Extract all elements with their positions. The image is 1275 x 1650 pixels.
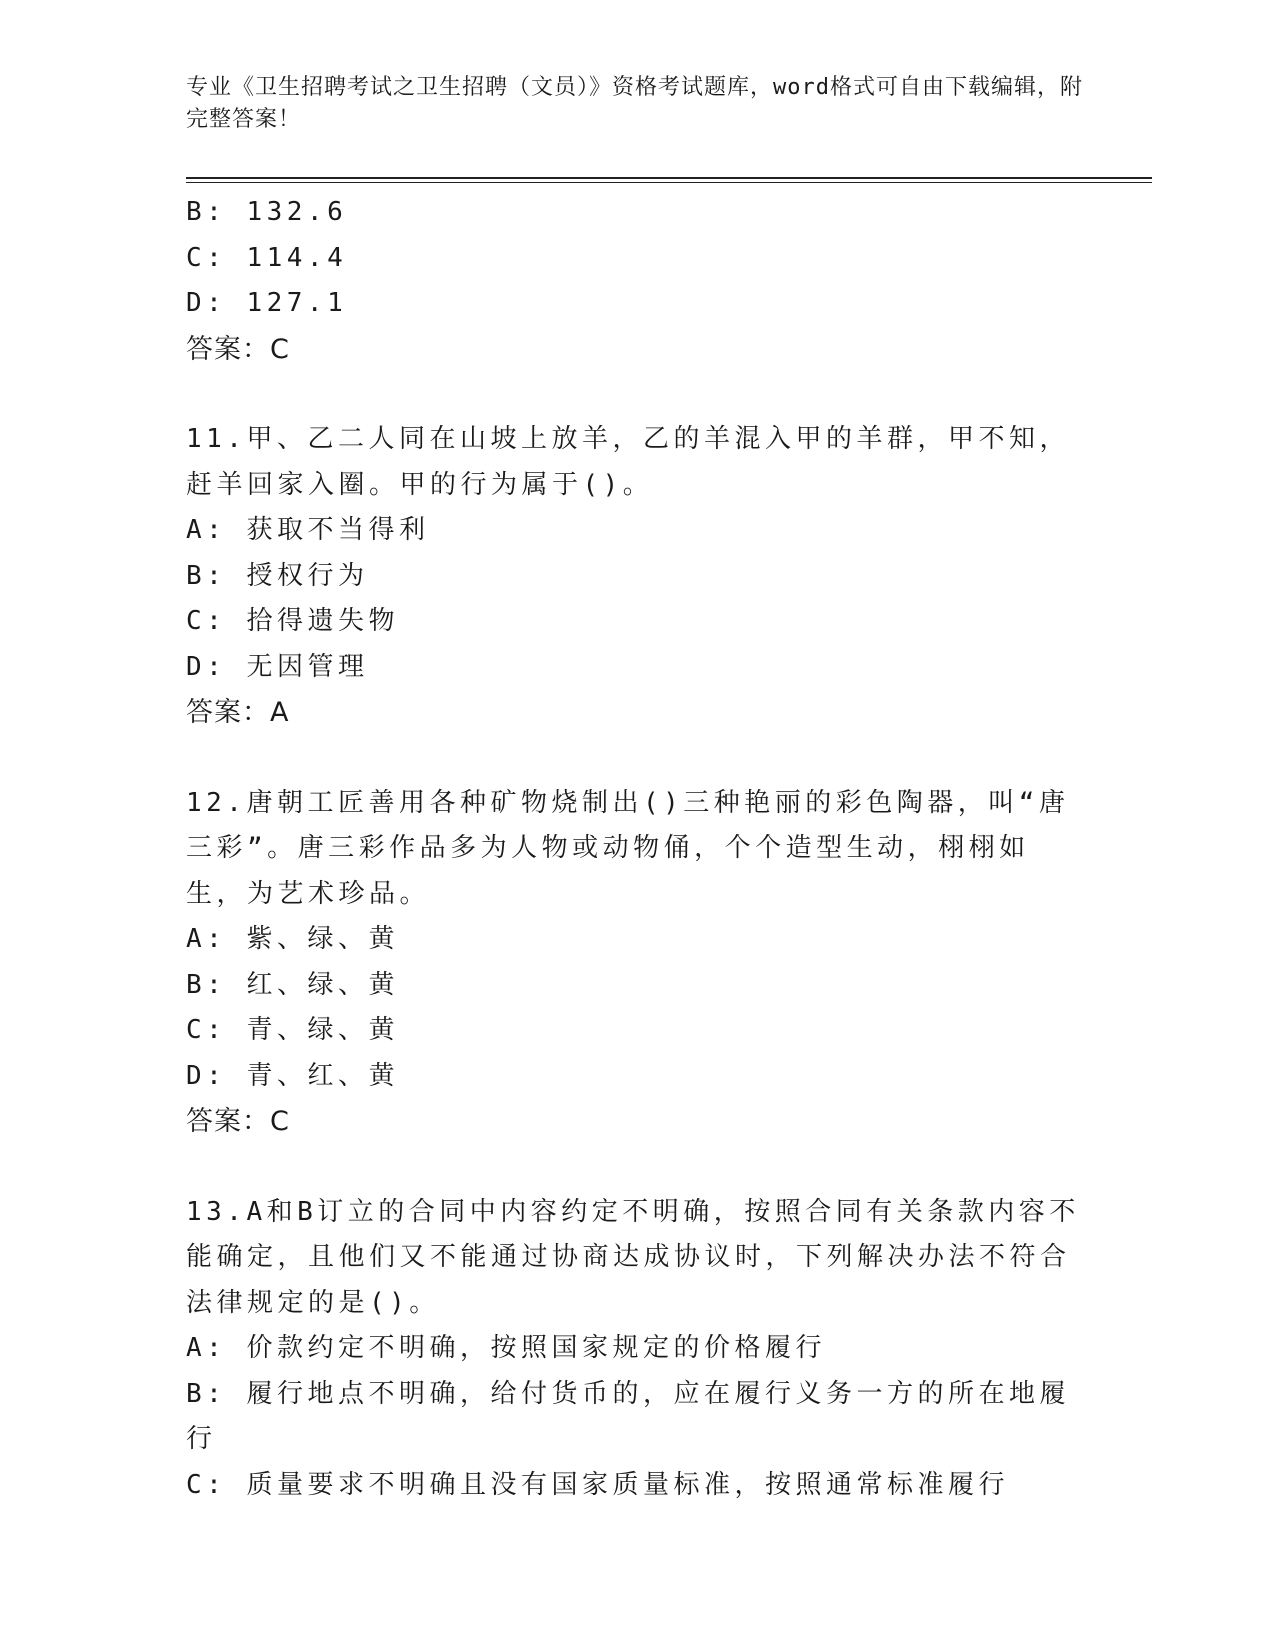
option-b: B: 红、绿、黄 [186, 969, 399, 1000]
question-content [186, 190, 1086, 1508]
option-a: A: 紫、绿、黄 [186, 924, 399, 954]
header-rule-thin [186, 182, 1152, 183]
spacer [186, 1145, 1086, 1190]
question-11 [186, 417, 1086, 736]
option-c: C: 114.4 [186, 242, 348, 273]
answer-label: 答案：C [186, 1106, 290, 1137]
question-text: 12.唐朝工匠善用各种矿物烧制出()三种艳丽的彩色陶器，叫“唐三彩”。唐三彩作品多为人物或动物俑，个个造型生动，栩栩如生，为艺术珍品。 [186, 787, 1070, 909]
option-a: A: 价款约定不明确，按照国家规定的价格履行 [186, 1333, 826, 1363]
question-13 [186, 1190, 1086, 1509]
option-b: B: 132.6 [186, 197, 348, 227]
spacer [186, 736, 1086, 781]
header-rule-thick [186, 177, 1152, 179]
option-c: C: 拾得遗失物 [186, 606, 399, 636]
option-c: C: 青、绿、黄 [186, 1015, 399, 1045]
option-b: B: 授权行为 [186, 560, 369, 591]
prev-question-block [186, 190, 1086, 372]
answer-label: 答案：A [186, 697, 290, 728]
option-d: D: 无因管理 [186, 651, 369, 682]
spacer [186, 372, 1086, 417]
option-a: A: 获取不当得利 [186, 515, 430, 545]
page-header: 专业《卫生招聘考试之卫生招聘（文员）》资格考试题库，word格式可自由下载编辑，附完整答案！ [186, 75, 1083, 132]
question-text: 13.A和B订立的合同中内容约定不明确，按照合同有关条款内容不能确定，且他们又不能通过协商达成协议时，下列解决办法不符合法律规定的是()。 [186, 1196, 1080, 1318]
option-c: C: 质量要求不明确且没有国家质量标准，按照通常标准履行 [186, 1469, 1009, 1500]
option-b: B: 履行地点不明确，给付货币的，应在履行义务一方的所在地履行 [186, 1378, 1070, 1454]
question-12 [186, 781, 1086, 1145]
answer-label: 答案：C [186, 333, 290, 365]
option-d: D: 127.1 [186, 288, 348, 318]
question-text: 11.甲、乙二人同在山坡上放羊，乙的羊混入甲的羊群，甲不知，赶羊回家入圈。甲的行为属于()。 [186, 424, 1070, 500]
option-d: D: 青、红、黄 [186, 1060, 399, 1091]
